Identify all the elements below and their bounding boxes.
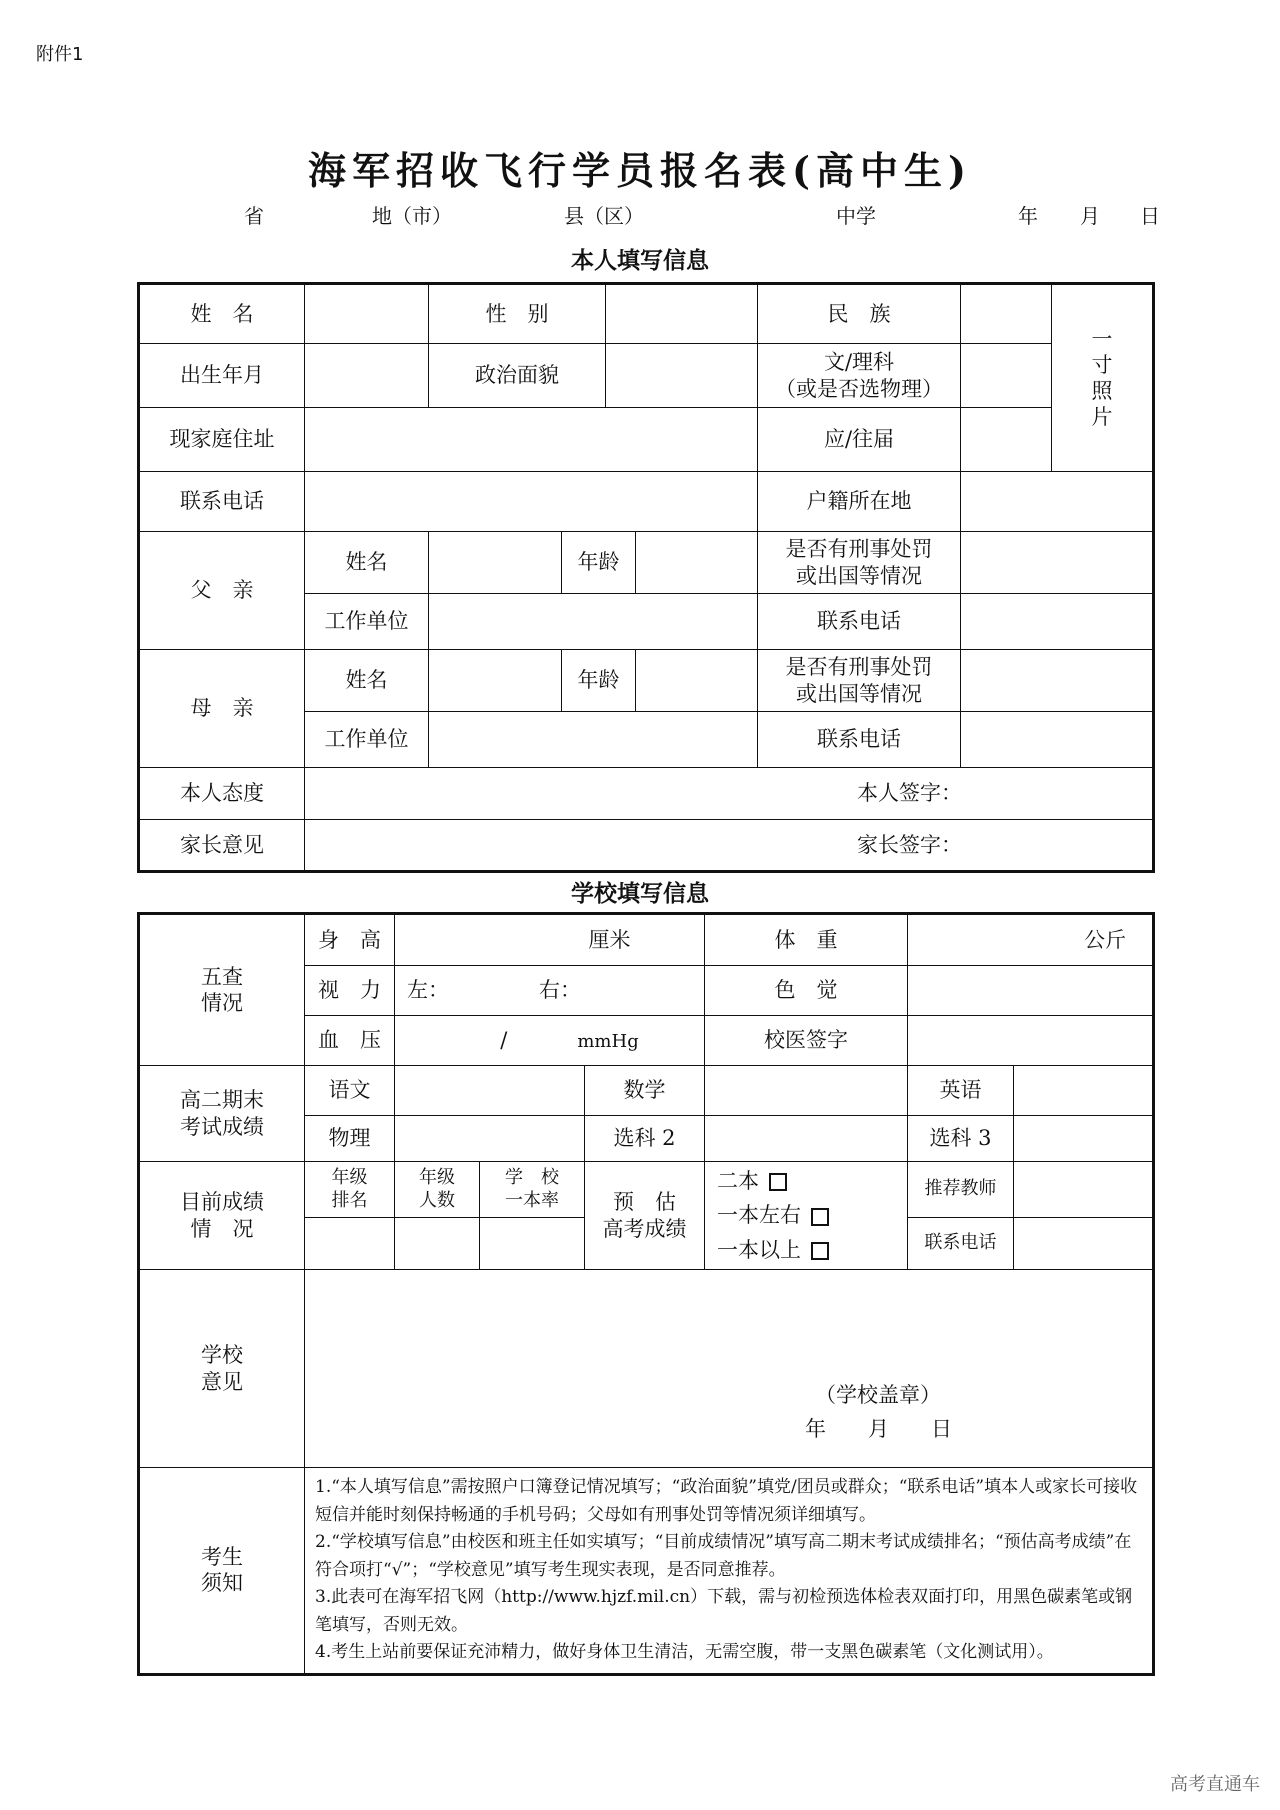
chinese-field[interactable] bbox=[395, 1066, 585, 1116]
father-age-field[interactable] bbox=[636, 532, 758, 594]
physics-label: 物理 bbox=[305, 1116, 395, 1162]
address-label: 现家庭住址 bbox=[139, 408, 305, 472]
current-label: 目前成绩 情 况 bbox=[139, 1162, 305, 1270]
teacher-phone-label: 联系电话 bbox=[908, 1218, 1014, 1270]
track-field[interactable] bbox=[961, 344, 1052, 408]
day-label: 日 bbox=[1140, 204, 1160, 228]
photo-char-4: 片 bbox=[1091, 405, 1113, 430]
political-field[interactable] bbox=[606, 344, 758, 408]
school-info-table bbox=[137, 912, 1155, 1676]
math-label: 数学 bbox=[585, 1066, 705, 1116]
school-rate-label: 学 校 一本率 bbox=[480, 1162, 585, 1218]
ethnicity-field[interactable] bbox=[961, 284, 1052, 344]
bp-slash: / bbox=[500, 1028, 508, 1053]
doctor-sign-field[interactable] bbox=[908, 1016, 1154, 1066]
mother-age-label: 年龄 bbox=[562, 650, 636, 712]
attitude-field[interactable] bbox=[305, 768, 1154, 820]
photo-char-1: 一 bbox=[1091, 326, 1113, 351]
english-field[interactable] bbox=[1014, 1066, 1154, 1116]
grad-status-field[interactable] bbox=[961, 408, 1052, 472]
political-label: 政治面貌 bbox=[429, 344, 606, 408]
predict-options bbox=[705, 1162, 908, 1270]
weight-unit: 公斤 bbox=[1084, 927, 1127, 952]
notes-content bbox=[305, 1468, 1154, 1675]
opt-erben: 二本 bbox=[717, 1168, 760, 1193]
vision-label: 视 力 bbox=[305, 966, 395, 1016]
exam-label: 高二期末 考试成绩 bbox=[139, 1066, 305, 1162]
school-label: 中学 bbox=[836, 204, 876, 228]
chinese-label: 语文 bbox=[305, 1066, 395, 1116]
teacher-label: 推荐教师 bbox=[908, 1162, 1014, 1218]
father-criminal-field[interactable] bbox=[961, 532, 1154, 594]
name-field[interactable] bbox=[305, 284, 429, 344]
school-opinion-label: 学校 意见 bbox=[139, 1270, 305, 1468]
mother-criminal-label: 是否有刑事处罚 或出国等情况 bbox=[758, 650, 961, 712]
mother-work-label: 工作单位 bbox=[305, 712, 429, 768]
mother-criminal-field[interactable] bbox=[961, 650, 1154, 712]
notes-label: 考生 须知 bbox=[139, 1468, 305, 1675]
elective2-label: 选科 2 bbox=[585, 1116, 705, 1162]
math-field[interactable] bbox=[705, 1066, 908, 1116]
self-sign-label: 本人签字： bbox=[857, 781, 962, 806]
mother-work-field[interactable] bbox=[429, 712, 758, 768]
weight-field[interactable] bbox=[908, 914, 1154, 966]
teacher-field[interactable] bbox=[1014, 1162, 1154, 1218]
section-personal-title: 本人填写信息 bbox=[571, 248, 709, 274]
province-label: 省 bbox=[244, 204, 264, 228]
photo-char-2: 寸 bbox=[1091, 352, 1113, 377]
father-work-label: 工作单位 bbox=[305, 594, 429, 650]
predict-label: 预 估 高考成绩 bbox=[585, 1162, 705, 1270]
attachment-label: 附件1 bbox=[36, 44, 84, 65]
bp-unit: mmHg bbox=[577, 1031, 639, 1053]
school-date: 年 月 日 bbox=[805, 1417, 952, 1441]
photo-char-3: 照 bbox=[1091, 379, 1113, 403]
mother-phone-label: 联系电话 bbox=[758, 712, 961, 768]
height-field[interactable] bbox=[395, 914, 705, 966]
father-age-label: 年龄 bbox=[562, 532, 636, 594]
vision-right: 右： bbox=[539, 978, 581, 1003]
height-unit: 厘米 bbox=[588, 927, 631, 952]
county-label: 县（区） bbox=[564, 204, 644, 228]
height-label: 身 高 bbox=[305, 914, 395, 966]
father-name-field[interactable] bbox=[429, 532, 562, 594]
grad-status-label: 应/往届 bbox=[758, 408, 961, 472]
bp-field[interactable] bbox=[395, 1016, 705, 1066]
physics-field[interactable] bbox=[395, 1116, 585, 1162]
school-seal: （学校盖章） bbox=[815, 1383, 941, 1407]
note-2: 2.“学校填写信息”由校医和班主任如实填写；“目前成绩情况”填写高二期末考试成绩排名；“预估高考成绩”在符合项打“√”；“学校意见”填写考生现实表现，是否同意推荐。 bbox=[315, 1532, 1132, 1580]
teacher-phone-field[interactable] bbox=[1014, 1218, 1154, 1270]
mother-phone-field[interactable] bbox=[961, 712, 1154, 768]
watermark: 高考直通车 bbox=[1170, 1774, 1260, 1795]
opt-yiben-above: 一本以上 bbox=[717, 1237, 802, 1262]
parent-opinion-label: 家长意见 bbox=[139, 820, 305, 872]
elective3-label: 选科 3 bbox=[908, 1116, 1014, 1162]
mother-label: 母 亲 bbox=[139, 650, 305, 768]
father-label: 父 亲 bbox=[139, 532, 305, 650]
name-label: 姓 名 bbox=[139, 284, 305, 344]
school-rate-field[interactable] bbox=[480, 1218, 585, 1270]
note-4: 4.考生上站前要保证充沛精力，做好身体卫生清洁，无需空腹，带一支黑色碳素笔（文化测试用）。 bbox=[315, 1642, 1054, 1663]
mother-name-field[interactable] bbox=[429, 650, 562, 712]
year-label: 年 bbox=[1018, 204, 1038, 228]
personal-info-table bbox=[137, 282, 1155, 873]
elective3-field[interactable] bbox=[1014, 1116, 1154, 1162]
opt-yiben-around: 一本左右 bbox=[717, 1203, 802, 1228]
color-sense-field[interactable] bbox=[908, 966, 1154, 1016]
ethnicity-label: 民 族 bbox=[758, 284, 961, 344]
grade-rank-label: 年级 排名 bbox=[305, 1162, 395, 1218]
five-checks-label: 五查 情况 bbox=[139, 914, 305, 1066]
phone-label: 联系电话 bbox=[139, 472, 305, 532]
vision-field[interactable] bbox=[395, 966, 705, 1016]
father-criminal-label: 是否有刑事处罚 或出国等情况 bbox=[758, 532, 961, 594]
gender-field[interactable] bbox=[606, 284, 758, 344]
father-phone-label: 联系电话 bbox=[758, 594, 961, 650]
parent-sign-label: 家长签字： bbox=[857, 832, 962, 857]
section-school-title: 学校填写信息 bbox=[571, 881, 709, 907]
doctor-sign-label: 校医签字 bbox=[705, 1016, 908, 1066]
birth-label: 出生年月 bbox=[139, 344, 305, 408]
opt-erben-checkbox[interactable] bbox=[769, 1173, 787, 1191]
english-label: 英语 bbox=[908, 1066, 1014, 1116]
school-opinion-field[interactable] bbox=[305, 1270, 1154, 1468]
grade-rank-field[interactable] bbox=[305, 1218, 395, 1270]
form-title: 海军招收飞行学员报名表(高中生) bbox=[308, 148, 972, 193]
parent-opinion-field[interactable] bbox=[305, 820, 1154, 872]
father-phone-field[interactable] bbox=[961, 594, 1154, 650]
vision-left: 左： bbox=[407, 978, 449, 1003]
mother-name-label: 姓名 bbox=[305, 650, 429, 712]
attitude-label: 本人态度 bbox=[139, 768, 305, 820]
gender-label: 性 别 bbox=[429, 284, 606, 344]
weight-label: 体 重 bbox=[705, 914, 908, 966]
grade-count-label: 年级 人数 bbox=[395, 1162, 480, 1218]
hukou-label: 户籍所在地 bbox=[758, 472, 961, 532]
phone-field[interactable] bbox=[305, 472, 758, 532]
address-field[interactable] bbox=[305, 408, 758, 472]
opt-yiben-around-checkbox[interactable] bbox=[811, 1208, 829, 1226]
month-label: 月 bbox=[1080, 204, 1100, 228]
photo-box[interactable] bbox=[1052, 284, 1154, 472]
mother-age-field[interactable] bbox=[636, 650, 758, 712]
location-line bbox=[150, 200, 1160, 234]
birth-field[interactable] bbox=[305, 344, 429, 408]
opt-yiben-above-checkbox[interactable] bbox=[811, 1242, 829, 1260]
hukou-field[interactable] bbox=[961, 472, 1154, 532]
father-work-field[interactable] bbox=[429, 594, 758, 650]
note-3: 3.此表可在海军招飞网（http://www.hjzf.mil.cn）下载，需与初检预选体检表双面打印，用黑色碳素笔或钢笔填写，否则无效。 bbox=[315, 1587, 1133, 1635]
grade-count-field[interactable] bbox=[395, 1218, 480, 1270]
color-sense-label: 色 觉 bbox=[705, 966, 908, 1016]
note-1: 1.“本人填写信息”需按照户口簿登记情况填写；“政治面貌”填党/团员或群众；“联系电话”填本人或家长可接收短信并能时刻保持畅通的手机号码；父母如有刑事处罚等情况须详细填写。 bbox=[315, 1477, 1138, 1525]
elective2-field[interactable] bbox=[705, 1116, 908, 1162]
city-label: 地（市） bbox=[372, 204, 452, 228]
father-name-label: 姓名 bbox=[305, 532, 429, 594]
bp-label: 血 压 bbox=[305, 1016, 395, 1066]
track-label: 文/理科 （或是否选物理） bbox=[758, 344, 961, 408]
